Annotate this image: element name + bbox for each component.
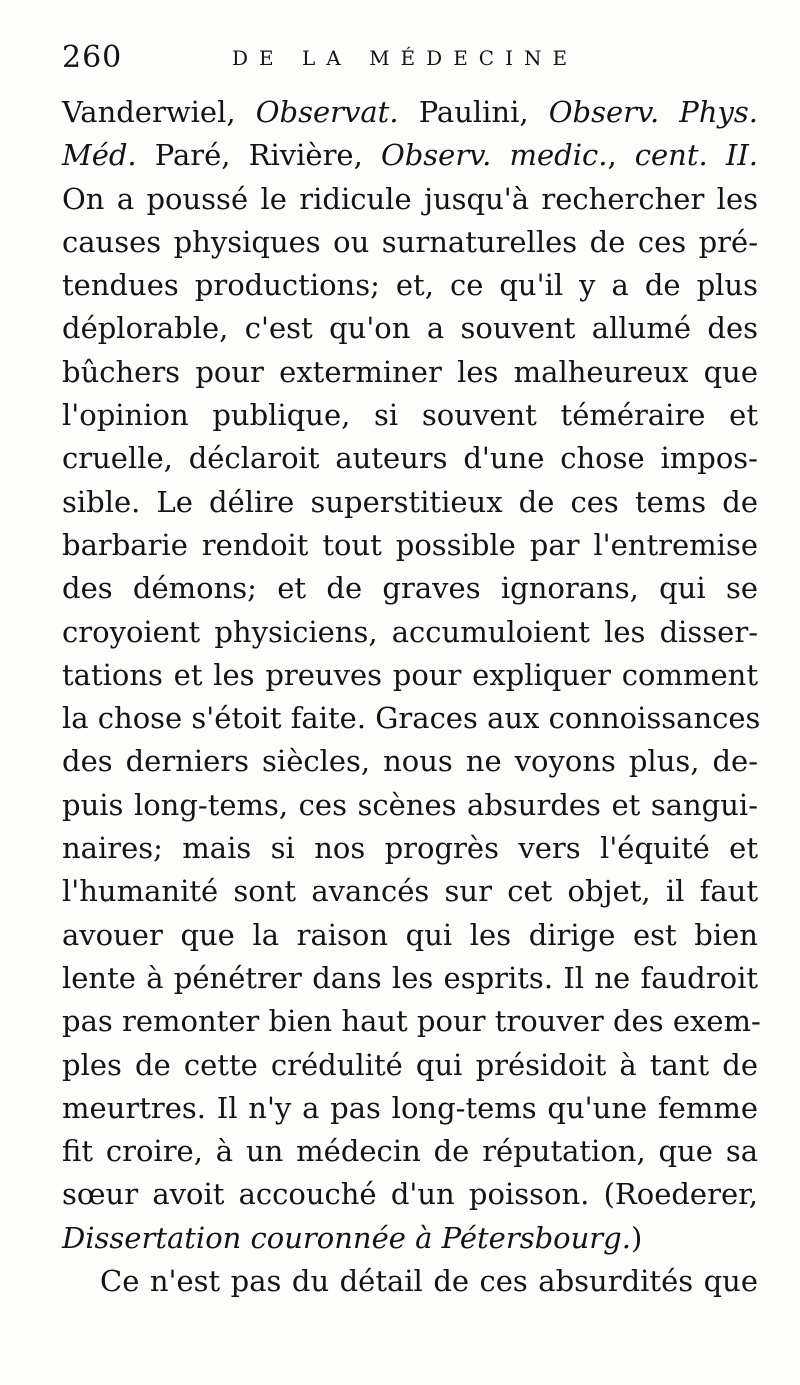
text-run: meurtres. Il n'y a pas long-tems qu'une femme — [62, 1090, 758, 1125]
text-run: tations et les preuves pour expliquer comment — [62, 657, 758, 692]
text-run: pas remonter bien haut pour trouver des exem- — [62, 1004, 761, 1039]
text-run: ) — [630, 1220, 643, 1255]
text-line — [62, 307, 758, 350]
text-line — [62, 1000, 761, 1043]
text-run: Paré, Rivière, — [136, 138, 381, 173]
text-run: des derniers siècles, nous ne voyons plus, de- — [62, 744, 758, 779]
text-run: l'opinion publique, si souvent téméraire et — [62, 398, 758, 433]
italic-text-run: Observ. Phys. — [548, 95, 758, 129]
text-run: l'humanité sont avancés sur cet objet, il faut — [62, 874, 758, 909]
text-line — [62, 1044, 758, 1087]
text-run: causes physiques ou surnaturelles de ces pré- — [62, 224, 758, 259]
text-line — [62, 611, 758, 654]
text-line — [62, 1260, 758, 1303]
text-run: , — [607, 138, 635, 173]
text-line — [62, 1173, 758, 1216]
italic-text-run: cent. II. — [634, 138, 758, 173]
text-line — [62, 264, 758, 307]
text-line — [62, 1130, 758, 1173]
text-line — [62, 437, 758, 480]
page-number: 260 — [62, 40, 123, 75]
italic-text-run: Observat. — [255, 95, 399, 129]
text-line — [62, 394, 758, 437]
text-run: des démons; et de graves ignorans, qui se — [62, 571, 758, 606]
text-line — [62, 221, 758, 264]
text-line — [62, 1087, 758, 1130]
text-line — [62, 870, 758, 913]
text-line — [62, 524, 758, 567]
text-line — [62, 697, 761, 740]
text-line — [62, 914, 758, 957]
italic-text-run: Méd. — [62, 138, 137, 173]
text-run: croyoient physiciens, accumuloient les disser- — [62, 614, 758, 649]
text-run: barbarie rendoit tout possible par l'entremise — [62, 527, 758, 562]
text-run: lente à pénétrer dans les esprits. Il ne faudroit — [62, 960, 758, 995]
italic-text-run: Observ. medic. — [380, 138, 608, 173]
text-run: puis long-tems, ces scènes absurdes et sangui- — [62, 787, 758, 822]
text-run: sible. Le délire superstitieux de ces tems de — [62, 484, 758, 519]
text-line — [62, 351, 758, 394]
text-line — [62, 567, 758, 610]
text-run: bûchers pour exterminer les malheureux que — [62, 354, 758, 389]
text-run: naires; mais si nos progrès vers l'équité et — [62, 831, 758, 866]
text-run: la chose s'étoit faite. Graces aux connoissances — [62, 701, 761, 736]
page-header — [62, 40, 760, 80]
text-run: déplorable, c'est qu'on a souvent allumé des — [62, 311, 758, 346]
text-line — [62, 91, 758, 134]
text-run: On a poussé le ridicule jusqu'à rechercher les — [62, 181, 758, 216]
running-title: DE LA MÉDECINE — [232, 46, 579, 70]
text-run: ples de cette crédulité qui présidoit à tant de — [62, 1047, 758, 1082]
text-line — [62, 827, 758, 870]
text-line — [62, 654, 758, 697]
text-line — [62, 1217, 758, 1260]
text-run: Vanderwiel, — [62, 95, 256, 129]
text-line — [62, 481, 758, 524]
text-run: Ce n'est pas du détail de ces absurdités que — [100, 1264, 758, 1299]
text-run: avouer que la raison qui les dirige est bien — [62, 917, 758, 952]
text-line — [62, 784, 758, 827]
text-run: Paulini, — [398, 95, 549, 129]
text-line — [62, 134, 758, 177]
text-run: cruelle, déclaroit auteurs d'une chose impos- — [62, 441, 758, 476]
text-line — [62, 957, 758, 1000]
text-run: tendues productions; et, ce qu'il y a de plus — [62, 268, 758, 303]
italic-text-run: Dissertation couronnée à Pétersbourg. — [62, 1220, 631, 1255]
text-run: fit croire, à un médecin de réputation, que sa — [62, 1134, 758, 1169]
text-line — [62, 178, 758, 221]
text-line — [62, 740, 758, 783]
text-run: sœur avoit accouché d'un poisson. (Roederer, — [62, 1177, 758, 1212]
body-text — [62, 91, 761, 1303]
